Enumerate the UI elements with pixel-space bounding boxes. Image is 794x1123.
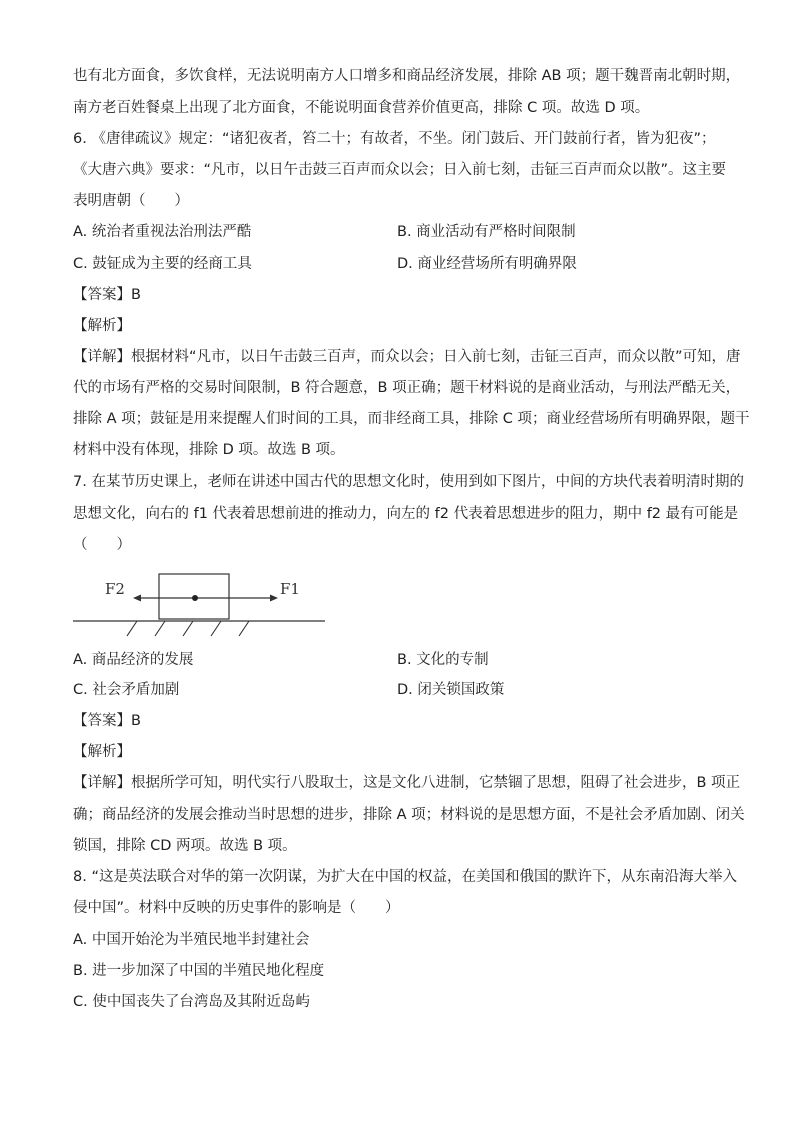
q5-text-line-2: 南方老百姓餐桌上出现了北方面食，不能说明面食营养价值更高，排除 C 项。故选 D 项。 (73, 100, 650, 116)
q6-detail-line-2: 代的市场有严格的交易时间限制，B 符合题意，B 项正确；题干材料说的是商业活动，与刑法严酷无关， (73, 380, 741, 396)
q6-option-d: D. 商业经营场所有明确界限 (397, 256, 577, 272)
q6-answer: 【答案】B (73, 287, 141, 303)
f1-label: F1 (280, 580, 300, 598)
q6-option-a: A. 统治者重视法治刑法严酷 (73, 224, 252, 240)
q5-text-line-1: 也有北方面食，多饮食样，无法说明南方人口增多和商品经济发展，排除 AB 项；题干魏晋南北朝时期， (73, 68, 741, 84)
q7-detail-line-1: 【详解】根据所学可知，明代实行八股取士，这是文化八进制，它禁锢了思想，阻碍了社会进步，B 项正 (73, 775, 741, 791)
q8-option-a: A. 中国开始沦为半殖民地半封建社会 (73, 932, 310, 948)
f1-arrow-head (270, 595, 278, 602)
q7-detail-line-3: 锁国，排除 CD 两项。故选 B 项。 (73, 838, 297, 854)
q6-stem-line-3: 表明唐朝（ ） (73, 193, 189, 209)
q6-detail-line-3: 排除 A 项；鼓钲是用来提醒人们时间的工具，而非经商工具，排除 C 项；商业经营场所有明确界限，题干 (73, 411, 750, 427)
q8-stem-line-1: 8. “这是英法联合对华的第一次阴谋，为扩大在中国的权益，在美国和俄国的默许下，从东南沿海大举入 (73, 869, 737, 885)
q7-stem-line-2: 思想文化，向右的 f1 代表着思想前进的推动力，向左的 f2 代表着思想进步的阻力，期中 f2 最有可能是 (73, 506, 739, 522)
q6-detail-line-4: 材料中没有体现，排除 D 项。故选 B 项。 (73, 442, 345, 458)
f2-arrow-head (133, 595, 141, 602)
q6-stem-line-2: 《大唐六典》要求：“凡市，以日午击鼓三百声而众以会；日入前七刻，击钲三百声而众以散”。这主要 (73, 162, 727, 178)
q6-analysis-heading: 【解析】 (73, 318, 131, 334)
q6-stem-line-1: 6. 《唐律疏议》规定：“诸犯夜者，笞二十；有故者，不坐。闭门鼓后、开门鼓前行者，皆为犯夜”； (73, 131, 716, 147)
q7-option-c: C. 社会矛盾加剧 (73, 682, 180, 698)
q7-stem-line-3: （ ） (73, 537, 131, 553)
f2-label: F2 (105, 580, 125, 598)
q8-stem-line-2: 侵中国”。材料中反映的历史事件的影响是（ ） (73, 900, 400, 916)
q7-option-b: B. 文化的专制 (397, 652, 489, 668)
ground-hatching (127, 621, 249, 636)
q7-stem-line-1: 7. 在某节历史课上，老师在讲述中国古代的思想文化时，使用到如下图片，中间的方块代表着明清时期的 (73, 474, 744, 490)
q6-option-b: B. 商业活动有严格时间限制 (397, 224, 576, 240)
q7-answer: 【答案】B (73, 713, 141, 729)
q7-option-a: A. 商品经济的发展 (73, 652, 194, 668)
q8-option-b: B. 进一步加深了中国的半殖民地化程度 (73, 963, 325, 979)
q7-analysis-heading: 【解析】 (73, 744, 131, 760)
center-dot (192, 595, 198, 601)
force-diagram (73, 568, 333, 640)
q6-option-c: C. 鼓钲成为主要的经商工具 (73, 256, 252, 272)
q6-detail-line-1: 【详解】根据材料“凡市，以日午击鼓三百声，而众以会；日入前七刻，击钲三百声，而众以散”可知，唐 (73, 349, 741, 365)
q7-detail-line-2: 确；商品经济的发展会推动当时思想的进步，排除 A 项；材料说的是思想方面，不是社会矛盾加剧、闭关 (73, 807, 745, 823)
force-diagram-svg (73, 568, 333, 640)
q8-option-c: C. 使中国丧失了台湾岛及其附近岛屿 (73, 994, 310, 1010)
q7-option-d: D. 闭关锁国政策 (397, 682, 505, 698)
